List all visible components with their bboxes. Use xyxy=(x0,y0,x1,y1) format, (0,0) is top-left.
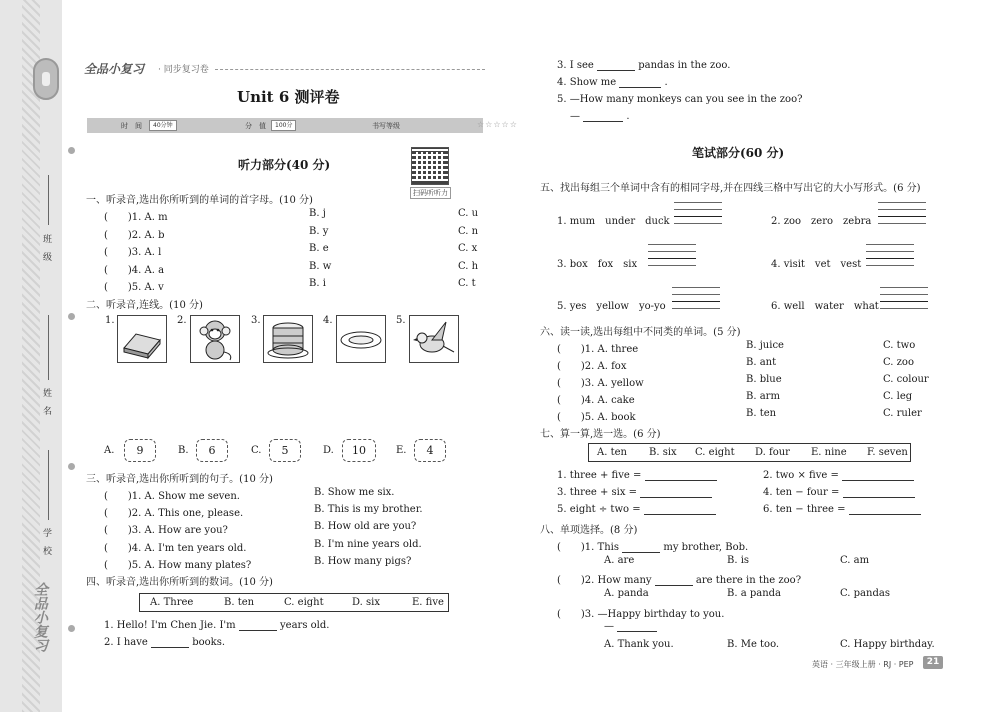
q1-title: 一、听录音,选出你所听到的单词的首字母。(10 分) xyxy=(86,195,313,206)
q2-title: 二、听录音,连线。(10 分) xyxy=(86,300,203,311)
equation-text: 1. three + five = xyxy=(557,470,642,481)
q6-item: ( )4. A. cake xyxy=(557,395,635,406)
q6-item: ( )2. A. fox xyxy=(557,361,627,372)
bird-icon xyxy=(409,315,459,363)
number-option: 10 xyxy=(342,439,376,462)
q6-title: 六、读一读,选出每组中不同类的单词。(5 分) xyxy=(540,327,741,338)
brand-logo: 全品小复习 xyxy=(84,62,145,76)
sentence-text: pandas in the zoo. xyxy=(638,60,731,71)
book-icon xyxy=(117,315,167,363)
score-label: 分 值 xyxy=(245,122,266,130)
brand-subtitle: · 同步复习卷 xyxy=(158,65,209,75)
q4-sentence-4 xyxy=(557,77,668,88)
sentence-text: books. xyxy=(192,637,226,648)
q3-option: B. This is my brother. xyxy=(314,504,423,515)
q6-option: C. leg xyxy=(883,391,913,402)
q5-item: 5. yes yellow yo-yo xyxy=(557,301,666,312)
cake-icon xyxy=(263,315,313,363)
word-option: A. Three xyxy=(150,597,194,608)
equation-text: 2. two × five = xyxy=(763,470,839,481)
class-label: 班 级 xyxy=(41,234,51,261)
option-letter: B. xyxy=(178,445,189,456)
sentence-text: — xyxy=(570,111,580,122)
q4-sentence-2 xyxy=(104,637,225,648)
answer-blank[interactable] xyxy=(644,514,716,515)
q8-option: A. panda xyxy=(604,588,649,599)
sentence-text: years old. xyxy=(280,620,330,631)
word-option: E. nine xyxy=(811,447,847,458)
equation-text: 5. eight ÷ two = xyxy=(557,504,641,515)
q5-item: 6. well water what xyxy=(771,301,879,312)
q8-title: 八、单项选择。(8 分) xyxy=(540,525,638,536)
q4-sentence-3 xyxy=(557,60,730,71)
answer-blank[interactable] xyxy=(619,87,661,88)
pic-number: 5. xyxy=(396,315,406,326)
binding-hole xyxy=(68,147,75,154)
monkey-icon xyxy=(190,315,240,363)
q6-option: B. blue xyxy=(746,374,782,385)
writing-title: 笔试部分(60 分) xyxy=(692,146,785,160)
answer-blank[interactable] xyxy=(849,514,921,515)
q3-option: B. How many pigs? xyxy=(314,556,412,567)
name-label: 姓 名 xyxy=(41,388,51,415)
plate-icon xyxy=(336,315,386,363)
four-line-grid[interactable] xyxy=(880,287,928,309)
question-text: — xyxy=(604,621,614,632)
sentence-text: . xyxy=(664,77,668,88)
medal-icon xyxy=(33,58,59,100)
option-letter: E. xyxy=(396,445,407,456)
info-bar xyxy=(87,118,518,133)
qr-caption: 扫码听听力 xyxy=(410,187,451,199)
q7-item xyxy=(557,470,717,481)
sidebar-logo: 全品小复习 xyxy=(32,582,48,652)
equation-text: 6. ten − three = xyxy=(763,504,846,515)
score-value: 100分 xyxy=(271,120,296,131)
school-line xyxy=(48,450,49,520)
sidebar xyxy=(0,0,62,712)
q6-item: ( )5. A. book xyxy=(557,412,636,423)
question-text: are there in the zoo? xyxy=(695,575,802,586)
pic-number: 4. xyxy=(323,315,333,326)
q1-item: ( )4. A. a xyxy=(104,265,165,276)
q8-option: C. pandas xyxy=(840,588,890,599)
word-option: B. ten xyxy=(224,597,255,608)
binding-hole xyxy=(68,313,75,320)
equation-text: 3. three + six = xyxy=(557,487,638,498)
number-option: 9 xyxy=(124,439,156,462)
q8-option: B. is xyxy=(727,555,750,566)
q6-option: B. arm xyxy=(746,391,780,402)
pic-number: 2. xyxy=(177,315,187,326)
sentence-text: 1. Hello! I'm Chen Jie. I'm xyxy=(104,620,236,631)
number-option: 4 xyxy=(414,439,446,462)
answer-blank[interactable] xyxy=(151,647,189,648)
q6-option: C. colour xyxy=(883,374,929,385)
q8-item-3: ( )3. —Happy birthday to you. xyxy=(557,609,725,620)
q8-option: A. Thank you. xyxy=(604,639,674,650)
grade-stars-icon: ☆☆☆☆☆ xyxy=(477,120,518,129)
q8-item-3-answer xyxy=(604,621,657,632)
q3-item: ( )4. A. I'm ten years old. xyxy=(104,543,247,554)
q6-option: B. ant xyxy=(746,357,777,368)
q7-item xyxy=(557,487,712,498)
q1-option: B. i xyxy=(309,278,326,289)
q6-option: C. ruler xyxy=(883,408,922,419)
q8-option: C. am xyxy=(840,555,870,566)
q3-item: ( )5. A. How many plates? xyxy=(104,560,252,571)
q3-option: B. I'm nine years old. xyxy=(314,539,422,550)
answer-blank[interactable] xyxy=(645,480,717,481)
answer-blank[interactable] xyxy=(597,70,635,71)
footer-text: 英语 · 三年级上册 · RJ · PEP xyxy=(812,660,914,669)
q4-sentence-1 xyxy=(104,620,329,631)
word-option: C. eight xyxy=(284,597,324,608)
q8-item-2 xyxy=(557,571,801,586)
q1-option: C. x xyxy=(458,243,478,254)
pic-number: 1. xyxy=(105,315,115,326)
q8-option: B. a panda xyxy=(727,588,782,599)
q6-option: B. juice xyxy=(746,340,784,351)
q1-option: C. u xyxy=(458,208,479,219)
q6-option: C. zoo xyxy=(883,357,914,368)
q1-option: B. y xyxy=(309,226,329,237)
answer-blank[interactable] xyxy=(617,631,657,632)
q6-item: ( )3. A. yellow xyxy=(557,378,644,389)
school-label: 学 校 xyxy=(41,528,51,555)
sentence-text: 2. I have xyxy=(104,637,148,648)
q1-item: ( )1. A. m xyxy=(104,212,168,223)
q1-option: C. t xyxy=(458,278,476,289)
q6-item: ( )1. A. three xyxy=(557,344,639,355)
four-line-grid[interactable] xyxy=(672,287,720,309)
q3-option: B. How old are you? xyxy=(314,521,417,532)
word-option: B. six xyxy=(649,447,677,458)
option-letter: C. xyxy=(251,445,262,456)
q1-item: ( )3. A. l xyxy=(104,247,162,258)
q7-word-box xyxy=(588,443,911,462)
q3-item: ( )1. A. Show me seven. xyxy=(104,491,240,502)
q5-item: 3. box fox six xyxy=(557,259,638,270)
page-number: 21 xyxy=(923,656,943,669)
four-line-grid[interactable] xyxy=(648,244,696,266)
q1-item: ( )5. A. v xyxy=(104,282,164,293)
answer-blank[interactable] xyxy=(843,497,915,498)
q5-item: 4. visit vet vest xyxy=(771,259,862,270)
four-line-grid[interactable] xyxy=(674,202,722,224)
q7-item xyxy=(557,504,716,515)
answer-blank[interactable] xyxy=(842,480,914,481)
four-line-grid[interactable] xyxy=(878,202,926,224)
question-text: my brother, Bob. xyxy=(663,542,749,553)
word-option: A. ten xyxy=(597,447,627,458)
word-option: C. eight xyxy=(695,447,735,458)
answer-blank[interactable] xyxy=(655,585,693,586)
answer-blank[interactable] xyxy=(622,552,660,553)
time-label: 时 间 xyxy=(121,122,142,130)
q1-option: B. e xyxy=(309,243,329,254)
pic-number: 3. xyxy=(251,315,261,326)
q7-title: 七、算一算,选一选。(6 分) xyxy=(540,429,661,440)
q1-option: C. n xyxy=(458,226,479,237)
page-title: Unit 6 测评卷 xyxy=(237,88,340,106)
q4-sentence-5: 5. —How many monkeys can you see in the zoo? xyxy=(557,94,803,105)
q5-title: 五、找出每组三个单词中含有的相同字母,并在四线三格中写出它的大小写形式。(6 分) xyxy=(540,183,921,194)
q8-option: C. Happy birthday. xyxy=(840,639,935,650)
q5-item: 1. mum under duck xyxy=(557,216,670,227)
word-option: D. six xyxy=(352,597,380,608)
q4-sentence-5-answer xyxy=(570,111,630,122)
binding-hole xyxy=(68,463,75,470)
q3-option: B. Show me six. xyxy=(314,487,395,498)
q6-option: C. two xyxy=(883,340,916,351)
q6-option: B. ten xyxy=(746,408,777,419)
word-option: D. four xyxy=(755,447,790,458)
answer-blank[interactable] xyxy=(640,497,712,498)
q3-item: ( )3. A. How are you? xyxy=(104,525,228,536)
equation-text: 4. ten − four = xyxy=(763,487,840,498)
answer-blank[interactable] xyxy=(239,630,277,631)
q5-item: 2. zoo zero zebra xyxy=(771,216,872,227)
q1-option: B. w xyxy=(309,261,332,272)
header-dashed-line xyxy=(215,69,485,70)
time-value: 40分钟 xyxy=(149,120,177,131)
sentence-text: 3. I see xyxy=(557,60,594,71)
q1-item: ( )2. A. b xyxy=(104,230,165,241)
q8-option: A. are xyxy=(604,555,635,566)
q8-item-1 xyxy=(557,538,748,553)
word-option: E. five xyxy=(412,597,444,608)
listening-title: 听力部分(40 分) xyxy=(238,158,331,172)
q8-option: B. Me too. xyxy=(727,639,780,650)
sentence-text: 4. Show me xyxy=(557,77,617,88)
q7-item xyxy=(763,487,915,498)
q1-option: C. h xyxy=(458,261,479,272)
option-letter: D. xyxy=(323,445,334,456)
q1-option: B. j xyxy=(309,208,326,219)
option-letter: A. xyxy=(104,445,115,456)
qr-code-icon[interactable] xyxy=(411,147,449,185)
q7-item xyxy=(763,504,921,515)
q4-title: 四、听录音,选出你所听到的数词。(10 分) xyxy=(86,577,273,588)
q4-word-box xyxy=(139,593,449,612)
grade-label: 书写等级 xyxy=(372,122,400,130)
name-line xyxy=(48,315,49,380)
question-text: ( )2. How many xyxy=(557,575,652,586)
number-option: 5 xyxy=(269,439,301,462)
class-line xyxy=(48,175,49,225)
question-text: ( )1. This xyxy=(557,542,619,553)
answer-blank[interactable] xyxy=(583,121,623,122)
sentence-text: . xyxy=(626,111,630,122)
word-option: F. seven xyxy=(867,447,908,458)
four-line-grid[interactable] xyxy=(866,244,914,266)
binding-hole xyxy=(68,625,75,632)
q3-title: 三、听录音,选出你所听到的句子。(10 分) xyxy=(86,474,273,485)
q7-item xyxy=(763,470,914,481)
number-option: 6 xyxy=(196,439,228,462)
q3-item: ( )2. A. This one, please. xyxy=(104,508,244,519)
